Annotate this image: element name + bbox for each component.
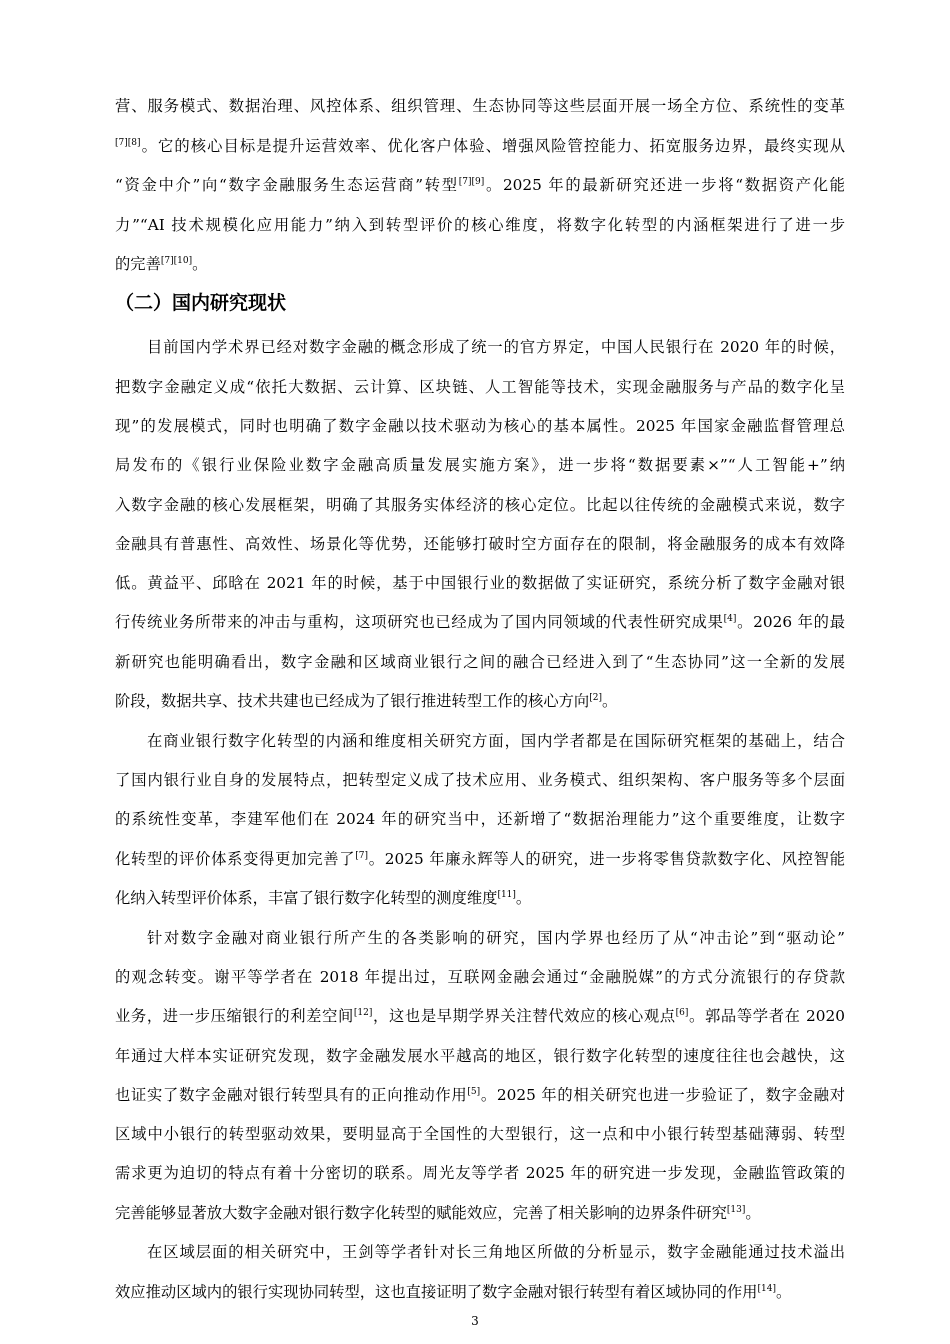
citation: [2]	[589, 693, 602, 703]
text-line: “资金中介”向“数字金融服务生态运营商”转型[7][9]。2025 年的最新研究还进一步将“数据资产化能	[115, 176, 845, 194]
citation: [13]	[726, 1205, 746, 1215]
text-line: 完善能够显著放大数字金融对银行数字化转型的赋能效应，完善了相关影响的边界条件研究[13]。	[115, 1204, 761, 1222]
text-line: 力”“AI 技术规模化应用能力”纳入到转型评价的核心维度，将数字化转型的内涵框架进行了进一步	[115, 216, 845, 234]
citation: [12]	[353, 1008, 373, 1018]
text-line: 低。黄益平、邱晗在 2021 年的时候，基于中国银行业的数据做了实证研究，系统分析了数字金融对银	[115, 574, 845, 592]
text-line: 年通过大样本实证研究发现，数字金融发展水平越高的地区，银行数字化转型的速度往往也会越快，这	[115, 1047, 845, 1065]
text-line: 新研究也能明确看出，数字金融和区域商业银行之间的融合已经进入到了“生态协同”这一全新的发展	[115, 653, 845, 671]
text-line: 营、服务模式、数据治理、风控体系、组织管理、生态协同等这些层面开展一场全方位、系统性的变革	[115, 97, 845, 115]
text-line: 现”的发展模式，同时也明确了数字金融以技术驱动为核心的基本属性。2025 年国家金融监督管理总	[115, 417, 845, 435]
text-line: 的系统性变革，李建军他们在 2024 年的研究当中，还新增了“数据治理能力”这个重要维度，让数字	[115, 810, 845, 828]
citation: [5]	[467, 1087, 481, 1097]
text-line: 化纳入转型评价体系，丰富了银行数字化转型的测度维度[11]。	[115, 889, 532, 907]
text-line: 目前国内学术界已经对数字金融的概念形成了统一的官方界定，中国人民银行在 2020 年的时候，	[147, 338, 845, 356]
text-line: 的观念转变。谢平等学者在 2018 年提出过，互联网金融会通过“金融脱媒”的方式分流银行的存贷款	[115, 968, 845, 986]
citation: [7][10]	[160, 256, 193, 266]
section-heading: （二）国内研究现状	[115, 292, 287, 314]
text-line: 在区域层面的相关研究中，王剑等学者针对长三角地区所做的分析显示，数字金融能通过技术溢出	[147, 1243, 845, 1261]
page-number: 3	[471, 1314, 479, 1328]
citation: [7][8]	[115, 138, 141, 148]
text-line: 阶段，数据共享、技术共建也已经成为了银行推进转型工作的核心方向[2]。	[115, 692, 618, 710]
citation: [6]	[675, 1008, 689, 1018]
citation: [7][9]	[458, 177, 485, 187]
text-line: 效应推动区域内的银行实现协同转型，这也直接证明了数字金融对银行转型有着区域协同的作用[14]。	[115, 1283, 792, 1301]
text-line: 业务，进一步压缩银行的利差空间[12]，这也是早期学界关注替代效应的核心观点[6]。郭品等学者在 2020	[115, 1007, 845, 1025]
text-line: 局发布的《银行业保险业数字金融高质量发展实施方案》，进一步将“数据要素×”“人工智能+”纳	[115, 456, 845, 474]
text-line: 了国内银行业自身的发展特点，把转型定义成了技术应用、业务模式、组织架构、客户服务等多个层面	[115, 771, 845, 789]
text-line: 针对数字金融对商业银行所产生的各类影响的研究，国内学界也经历了从“冲击论”到“驱动论”	[147, 929, 845, 947]
citation: [11]	[497, 890, 516, 900]
text-line: 的完善[7][10]。	[115, 255, 208, 273]
citation: [14]	[757, 1284, 776, 1294]
text-line: 化转型的评价体系变得更加完善了[7]。2025 年廉永辉等人的研究，进一步将零售贷款数字化、风控智能	[115, 850, 845, 868]
text-line: 把数字金融定义成“依托大数据、云计算、区块链、人工智能等技术，实现金融服务与产品的数字化呈	[115, 378, 845, 396]
text-line: 金融具有普惠性、高效性、场景化等优势，还能够打破时空方面存在的限制，将金融服务的成本有效降	[115, 535, 845, 553]
text-line: 行传统业务所带来的冲击与重构，这项研究也已经成为了国内同领域的代表性研究成果[4]。2026 年的最	[115, 613, 845, 631]
text-line: 在商业银行数字化转型的内涵和维度相关研究方面，国内学者都是在国际研究框架的基础上，结合	[147, 732, 845, 750]
citation: [7]	[355, 851, 369, 861]
text-line: 入数字金融的核心发展框架，明确了其服务实体经济的核心定位。比起以往传统的金融模式来说，数字	[115, 496, 845, 514]
text-line: 也证实了数字金融对银行转型具有的正向推动作用[5]。2025 年的相关研究也进一步验证了，数字金融对	[115, 1086, 845, 1104]
citation: [4]	[723, 614, 737, 624]
text-line: 区域中小银行的转型驱动效果，要明显高于全国性的大型银行，这一点和中小银行转型基础薄弱、转型	[115, 1125, 845, 1143]
text-line: 需求更为迫切的特点有着十分密切的联系。周光友等学者 2025 年的研究进一步发现，金融监管政策的	[115, 1164, 845, 1182]
text-line: [7][8]。它的核心目标是提升运营效率、优化客户体验、增强风险管控能力、拓宽服务边界，最终实现从	[115, 137, 845, 155]
